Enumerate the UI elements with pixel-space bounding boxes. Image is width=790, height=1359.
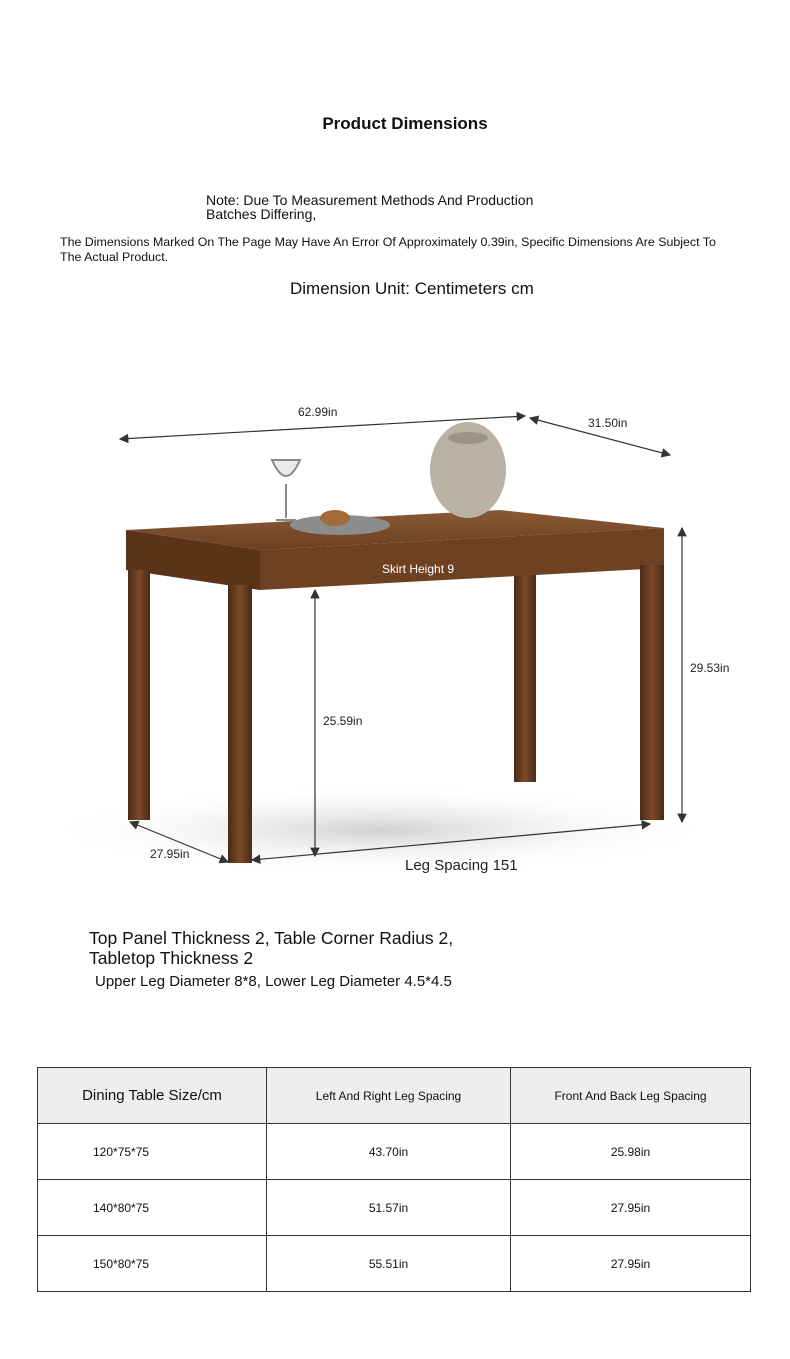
size-table — [37, 1067, 750, 1292]
front-back-cell: 27.95in — [511, 1236, 751, 1292]
page-title: Product Dimensions — [322, 114, 488, 133]
under-height-label: 25.59in — [323, 714, 363, 728]
size-cell: 150*80*75 — [38, 1236, 267, 1292]
front-back-cell: 25.98in — [511, 1124, 751, 1180]
front-back-cell: 27.95in — [511, 1180, 751, 1236]
bread — [320, 510, 350, 526]
dimension-unit: Dimension Unit: Centimeters cm — [290, 279, 534, 298]
height-label: 29.53in — [690, 661, 730, 675]
table-row — [38, 1180, 751, 1236]
skirt-height-label: Skirt Height 9 — [382, 562, 455, 576]
header-size: Dining Table Size/cm — [38, 1068, 267, 1124]
table-dimension-diagram — [0, 380, 790, 900]
front-right-leg — [228, 585, 252, 863]
header-front-back: Front And Back Leg Spacing — [511, 1068, 751, 1124]
left-right-cell: 51.57in — [267, 1180, 511, 1236]
header-left-right: Left And Right Leg Spacing — [267, 1068, 511, 1124]
left-right-cell: 43.70in — [267, 1124, 511, 1180]
size-cell: 140*80*75 — [38, 1180, 267, 1236]
table-header-row — [38, 1068, 751, 1124]
vase-neck — [448, 432, 488, 444]
size-cell: 120*75*75 — [38, 1124, 267, 1180]
measurement-note: Note: Due To Measurement Methods And Production Batches Differing, — [206, 192, 534, 222]
leg-diameter-spec: Upper Leg Diameter 8*8, Lower Leg Diameter 4.5*4.5 — [95, 973, 452, 990]
wine-glass — [272, 460, 300, 520]
length-label: 62.99in — [298, 405, 338, 419]
back-left-leg — [514, 570, 536, 782]
side-leg-spacing-label: 27.95in — [150, 847, 190, 861]
left-right-cell: 55.51in — [267, 1236, 511, 1292]
error-note: The Dimensions Marked On The Page May Have An Error Of Approximately 0.39in, Specific Dimensions Are Subject To The Actual Product. — [60, 235, 716, 264]
leg-spacing-label: Leg Spacing 151 — [405, 857, 518, 874]
table-row — [38, 1236, 751, 1292]
right-leg — [640, 565, 664, 820]
thickness-spec: Top Panel Thickness 2, Table Corner Radius 2, Tabletop Thickness 2 — [89, 928, 454, 968]
front-left-leg — [128, 570, 150, 820]
depth-label: 31.50in — [588, 416, 628, 430]
table-row — [38, 1124, 751, 1180]
